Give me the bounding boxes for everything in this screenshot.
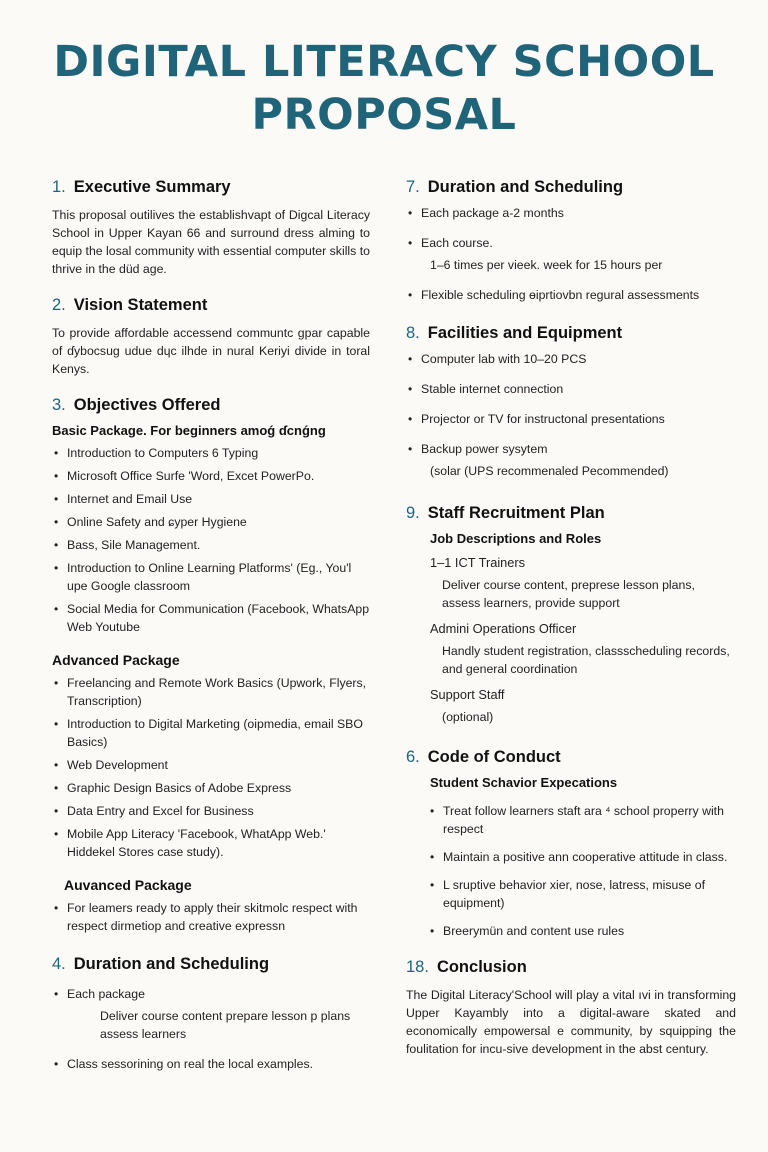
- section-title: Code of Conduct: [427, 748, 561, 766]
- list-item: • Treat follow learners staft ara ⁴ school properry with respect: [428, 802, 736, 838]
- list-item: • Backup power sysytem: [406, 440, 736, 458]
- conduct-list: [406, 802, 736, 940]
- advanced-package-list: [52, 674, 370, 861]
- list-item: • Mobile App Literacy 'Facebook, WhatApp Web.' Hiddekel Stores case study).: [52, 825, 370, 861]
- list-item: • Introduction to Computers 6 Typing: [52, 444, 370, 462]
- section-title: Staff Recruitment Plan: [427, 504, 605, 522]
- duration-list: [406, 204, 736, 252]
- section-paragraph: To provide affordable accessend communtc gpar capable of ɗybocsug udue dɥc ilhde in nural Keriyi divide in toral Kenys.: [52, 326, 370, 376]
- section-executive-summary: [52, 176, 370, 278]
- list-item: • Projector or TV for instructonal presentations: [406, 410, 736, 428]
- section-heading: [406, 746, 736, 768]
- role-description: Deliver course content, preprese lesson plans, assess learners, provide support: [442, 578, 695, 610]
- section-number: 3.: [52, 396, 66, 414]
- facilities-list: [406, 350, 736, 458]
- section-title: Conclusion: [436, 958, 527, 976]
- list-item: • L sruptive behavior xier, nose, latress, misuse of equipment): [428, 876, 736, 912]
- section-title: Duration and Scheduling: [427, 178, 624, 196]
- conduct-subheading: Student Schavior Expecations: [430, 775, 618, 790]
- title-line-1: DIGITAL LITERACY SCHOOL: [53, 37, 715, 87]
- list-item: • Breerymün and content use rules: [428, 922, 736, 940]
- list-item: • Graphic Design Basics of Adobe Express: [52, 779, 370, 797]
- section-number: 9.: [406, 504, 420, 522]
- list-item: • Class sessorining on real the local examples.: [52, 1055, 370, 1073]
- section-duration-scheduling-7: [406, 176, 736, 304]
- section-title: Executive Summary: [73, 178, 231, 196]
- section-heading: [406, 956, 736, 978]
- basic-package-label: Basic Package. For beginners amoǵ ɗcnǵng: [52, 423, 326, 438]
- list-item: • Each course.: [406, 234, 736, 252]
- list-item: • Each package: [52, 985, 370, 1003]
- list-item: • Social Media for Communication (Facebook, WhatsApp Web Youtube: [52, 600, 370, 636]
- section-title: Vision Statement: [73, 296, 208, 314]
- section-heading: [52, 294, 370, 316]
- section-vision-statement: [52, 294, 370, 378]
- section-heading: [406, 322, 736, 344]
- section-heading: [52, 394, 370, 416]
- list-item: • Flexible scheduling ɵiprtiovbn regural assessments: [406, 286, 736, 304]
- section-code-of-conduct: [406, 746, 736, 940]
- list-item: • Introduction to Digital Marketing (oipmedia, email SBO Basics): [52, 715, 370, 751]
- right-column: [406, 176, 736, 1058]
- duration-list-2: [52, 1055, 370, 1073]
- list-item: • Bass, Sile Management.: [52, 536, 370, 554]
- list-item: • Computer lab with 10–20 PCS: [406, 350, 736, 368]
- role-block: [406, 620, 736, 678]
- list-item: • Freelancing and Remote Work Basics (Upwork, Flyers, Transcription): [52, 674, 370, 710]
- list-item: • Data Entry and Excel for Business: [52, 802, 370, 820]
- role-label: Support Staff: [430, 687, 505, 702]
- section-objectives: [52, 394, 370, 935]
- section-paragraph: The Digital Literacy'School will play a vital ıvi in transforming Upper Kayambly into a digital-aware skated and economically empowersal e community, by squipping the foulitation for incu-sive development in the abst century.: [406, 988, 736, 1056]
- section-title: Facilities and Equipment: [427, 324, 623, 342]
- duration-list-2: [406, 286, 736, 304]
- duration-list: [52, 985, 370, 1003]
- list-item: • Each package a-2 months: [406, 204, 736, 222]
- title-line-2: PROPOSAL: [251, 90, 517, 140]
- basic-package-list: [52, 444, 370, 636]
- list-item: • Online Safety and ɕyper Hygiene: [52, 513, 370, 531]
- section-title: Duration and Scheduling: [73, 955, 270, 973]
- list-item: • Web Development: [52, 756, 370, 774]
- section-number: 6.: [406, 748, 420, 766]
- list-item: • Internet and Email Use: [52, 490, 370, 508]
- section-heading: [52, 953, 370, 975]
- auvanced-package-label: Auvanced Package: [64, 877, 192, 893]
- item-description: 1–6 times per vieek. week for 15 hours per: [430, 258, 663, 272]
- role-label: 1–1 ICT Trainers: [430, 555, 526, 570]
- auvanced-package-list: [52, 899, 370, 935]
- role-description: (optional): [442, 710, 494, 724]
- role-description: Handly student registration, classscheduling records, and general coordination: [442, 644, 730, 676]
- section-staff-recruitment: [406, 502, 736, 726]
- section-number: 4.: [52, 955, 66, 973]
- advanced-package-label: Advanced Package: [52, 652, 180, 668]
- role-block: [406, 686, 736, 726]
- section-number: 7.: [406, 178, 420, 196]
- list-item: • Microsoft Office Surfe 'Word, Excet PowerPo.: [52, 467, 370, 485]
- section-paragraph: This proposal outilives the establishvapt of Digcal Literacy School in Upper Kayan 66 and surround dress alming to equip the losal community with essential computer skills to thrive in the düd age.: [52, 208, 370, 276]
- section-heading: [406, 502, 736, 524]
- section-number: 2.: [52, 296, 66, 314]
- list-item: • Maintain a positive ann cooperative attitude in class.: [428, 848, 736, 866]
- job-descriptions-label: Job Descriptions and Roles: [430, 531, 602, 546]
- role-label: Admini Operations Officer: [430, 621, 577, 636]
- list-item: • For leamers ready to apply their skitmolc respect with respect dirmetiop and creative expressn: [52, 899, 370, 935]
- section-number: 18.: [406, 958, 429, 976]
- section-facilities: [406, 322, 736, 480]
- section-number: 8.: [406, 324, 420, 342]
- item-description: Deliver course content prepare lesson p plans assess learners: [100, 1009, 351, 1041]
- facilities-note: (solar (UPS recommenaled Pecommended): [430, 464, 669, 478]
- section-conclusion: [406, 956, 736, 1058]
- document-title: [0, 36, 768, 142]
- left-column: [52, 176, 370, 1073]
- list-item: • Introduction to Online Learning Platforms' (Eg., You'l upe Google classroom: [52, 559, 370, 595]
- section-number: 1.: [52, 178, 66, 196]
- section-heading: [52, 176, 370, 198]
- section-heading: [406, 176, 736, 198]
- role-block: [406, 554, 736, 612]
- section-title: Objectives Offered: [73, 396, 221, 414]
- section-duration-scheduling: [52, 953, 370, 1073]
- list-item: • Stable internet connection: [406, 380, 736, 398]
